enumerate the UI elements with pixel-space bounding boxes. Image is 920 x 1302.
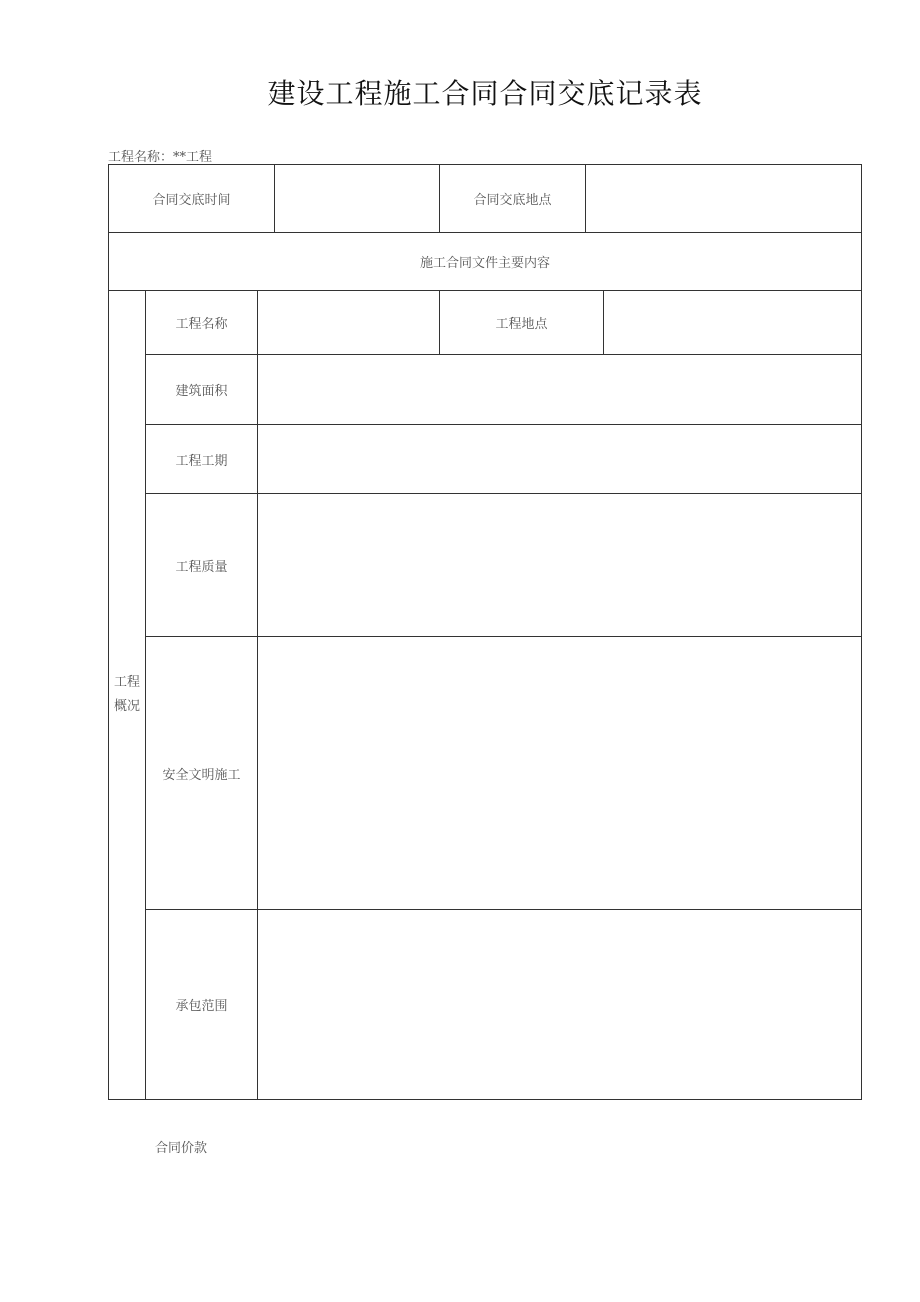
overview-label-line2: 概况 (113, 699, 140, 714)
contract-scope-label: 承包范围 (175, 999, 228, 1014)
record-table (108, 164, 862, 1100)
handover-place-label: 合同交底地点 (473, 193, 552, 208)
overview-label-line1: 工程 (113, 675, 140, 690)
handover-time-label: 合同交底时间 (152, 193, 231, 208)
handover-time-field[interactable] (275, 165, 439, 232)
section-title: 施工合同文件主要内容 (419, 256, 550, 271)
project-quality-label: 工程质量 (175, 559, 228, 575)
project-name-value: **工程 (173, 150, 213, 165)
handover-place-field[interactable] (586, 165, 861, 232)
contract-price-label: 合同价款 (155, 1141, 208, 1156)
project-location-label: 工程地点 (495, 317, 548, 332)
project-name-label: 工程名称： (108, 150, 174, 165)
building-area-field[interactable] (258, 355, 861, 424)
contract-scope-field[interactable] (258, 910, 861, 1099)
building-area-label: 建筑面积 (175, 384, 228, 399)
project-name-field[interactable] (258, 291, 439, 354)
overview-label (109, 291, 145, 1099)
project-name-line (108, 146, 212, 165)
project-name-row-label: 工程名称 (175, 317, 228, 332)
safe-civilized-construction-field[interactable] (258, 637, 861, 909)
construction-period-label: 工程工期 (175, 453, 228, 469)
page-title: 建设工程施工合同合同交底记录表 (267, 77, 703, 110)
project-quality-field[interactable] (258, 494, 861, 636)
construction-period-field[interactable] (258, 425, 861, 493)
safe-civilized-construction-label: 安全文明施工 (162, 767, 241, 783)
project-location-field[interactable] (604, 291, 861, 354)
